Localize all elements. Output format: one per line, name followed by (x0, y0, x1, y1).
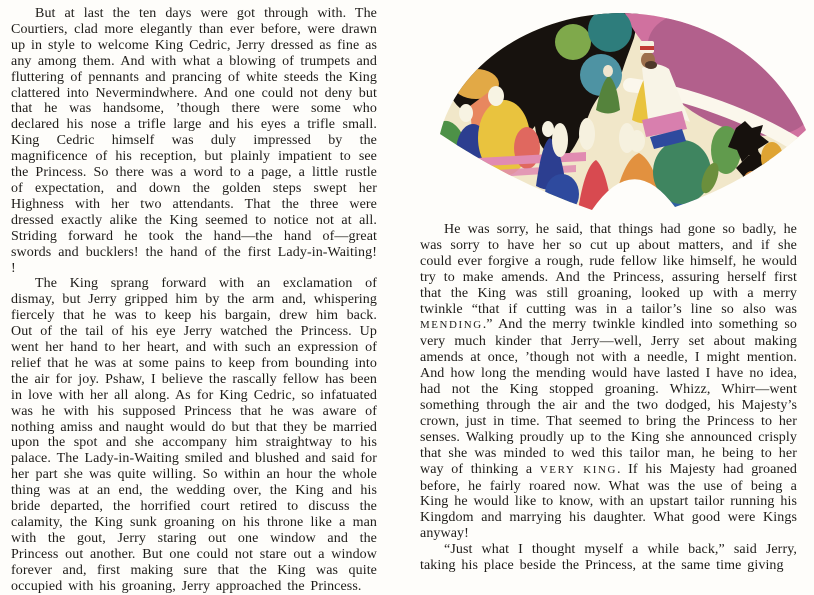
paragraph-text: . If his Majesty had groaned before, he fairly roared now. What was the use of being a King he would like to know, with an upstart tailor running his Kingdom and marrying his daughter. What good were Kings anyway! (420, 461, 797, 542)
story-paragraph: But at last the ten days were got through with. The Courtiers, clad more elegantly than ever before, were drawn up in style to welcome King Cedric, Jerry dressed as fine as any among them. And with what a blowing of trumpets and fluttering of pennants and prancing of white steeds the King clattered into Nevermindwhere. And one could not deny but that he was handsome, ’though there were some who declared his nose a trifle large and his eyes a trifle small. King Cedric himself was duly impressed by the magnificence of his reception, but plainly impatient to see the Princess. So there was a word to a page, a little rustle of expectation, and down the golden steps swept her Highness with her two attendants. That the three were dressed exactly alike the King seemed to notice not at all. Striding forward he took the hand—the hand of—great swords and bucklers! the hand of the first Lady-in-Waiting! ! (11, 6, 377, 276)
green-attendant-head (603, 65, 613, 77)
small-orange-shape (743, 171, 761, 193)
wig-head-1 (459, 104, 473, 122)
small-caps-word: VERY KING (539, 463, 617, 476)
wig-head-4 (629, 130, 645, 152)
left-column (11, 6, 377, 594)
teal-bush (653, 140, 711, 204)
story-paragraph: The King sprang forward with an exclamation of dismay, but Jerry gripped him by the arm and, whispering fiercely that he was to keep his bargain, drew him back. Out of the tail of his eye Jerry watched the Princess. Up went her hand to her heart, and with such an expression of relief that he was at some pains to keep from bounding into the air for joy. Pshaw, I believe the rascally fellow has been in love with her all along. As for King Cedric, so infatuated was he with his supposed Princess that he was aware of nothing amiss and naught would do but that they be married upon the spot and she accompany him straightway to his palace. The Lady-in-Waiting smiled and blushed and said for her part she was quite willing. So within an hour the whole thing was at an end, the wedding over, the King and his bride departed, the horrified court retired to discuss the calamity, the King sunk groaning on his throne like a man with the gout, Jerry staring out one window and the Princess out another. But one could not stare out a window forever and, first making sure that the King was quite occupied with his groaning, Jerry approached the Princess. (11, 276, 377, 594)
wig-head-2 (488, 86, 504, 106)
wig-head-3 (542, 121, 554, 137)
paragraph-text: .” And the merry twinkle kindled into something so very much kinder that Jerry—well, Jerry set about making amends at once, ’though not with a needle, I might mention. And how long the mending would have lasted I have no idea, had not the King stopped groaning. Whizz, Whirr—went something through the air and the two dodged, his Majesty’s crown, just in time. That seemed to bring the Princess to her senses. Walking proudly up to the King she announced crisply that she was minded to wed this tailor man, he being to her way of thinking a (420, 317, 797, 477)
story-paragraph: “Just what I thought myself a while back,” said Jerry, taking his place beside the Princess, at the same time giving (420, 542, 797, 574)
fan-illustration-svg (436, 10, 808, 212)
princess-hair (645, 61, 657, 69)
paragraph-text: He was sorry, he said, that things had gone so badly, he was sorry to have her so cut up about matters, and if she could ever forgive a rough, rude fellow like himself, he would try to make amends. And the Princess, assuring herself first that the King was still groaning, looked up with a merry twinkle “that if cutting was in a tailor’s line so also was (420, 222, 797, 317)
fan-illustration (436, 10, 808, 212)
story-paragraph (420, 222, 797, 542)
crown-band (640, 46, 654, 50)
tree-teal (588, 10, 632, 52)
white-lady-2 (579, 118, 595, 150)
white-lady-1 (552, 123, 568, 157)
right-column (420, 222, 797, 582)
small-caps-word: MENDING (420, 319, 483, 332)
gold-shape (761, 142, 783, 174)
tree-yellow-green (555, 24, 591, 60)
